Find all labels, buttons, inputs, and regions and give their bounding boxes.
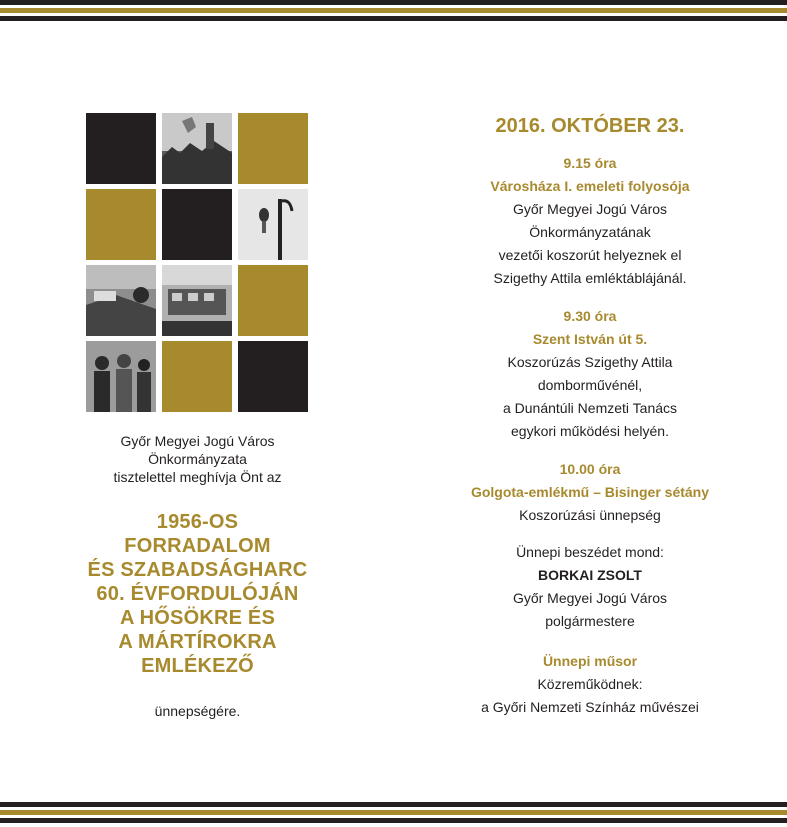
- program-line: Koszorúzási ünnepség: [519, 507, 661, 523]
- headline-line: ÉS SZABADSÁGHARC: [87, 559, 308, 581]
- mosaic-tile-dark: [238, 341, 308, 412]
- headline-line: EMLÉKEZŐ: [141, 655, 254, 677]
- mosaic-photo-street: [86, 265, 156, 336]
- program-speech: [440, 541, 740, 633]
- program-item-2: [440, 305, 740, 443]
- mosaic-tile-gold: [86, 189, 156, 260]
- mosaic-tile-gold: [162, 341, 232, 412]
- mosaic-tile-dark: [162, 189, 232, 260]
- headline-line: FORRADALOM: [124, 535, 271, 557]
- program-time: 10.00 óra: [559, 461, 621, 477]
- program-line: Közreműködnek:: [537, 676, 643, 692]
- invitation-text: [60, 432, 335, 486]
- bottom-border: [0, 802, 787, 823]
- bottom-border-dark-stripe-2: [0, 818, 787, 823]
- invitation-line: Önkormányzata: [148, 451, 247, 467]
- closing-text: ünnepségére.: [154, 703, 241, 719]
- program-place: Golgota-emlékmű – Bisinger sétány: [470, 484, 710, 500]
- mosaic-photo-lamppost: [238, 189, 308, 260]
- program-line: egykori működési helyén.: [511, 423, 669, 439]
- mosaic-tile-gold: [238, 113, 308, 184]
- invitation-line: Győr Megyei Jogú Város: [120, 433, 275, 449]
- program-line: a Győri Nemzeti Színház művészei: [481, 699, 699, 715]
- headline-line: 1956-OS: [156, 511, 239, 533]
- mosaic-tile-dark: [86, 113, 156, 184]
- program-line: Önkormányzatának: [529, 224, 651, 240]
- program-line: Győr Megyei Jogú Város: [512, 590, 668, 606]
- top-border-dark-stripe-2: [0, 16, 787, 21]
- program-time: 9.15 óra: [563, 155, 617, 171]
- mosaic-tile-gold: [238, 265, 308, 336]
- program-line: polgármestere: [545, 613, 635, 629]
- program-time: 9.30 óra: [563, 308, 617, 324]
- program-line: Győr Megyei Jogú Város: [512, 201, 668, 217]
- mosaic-photo-tram: [162, 265, 232, 336]
- headline-line: 60. ÉVFORDULÓJÁN: [96, 583, 299, 605]
- program-line: vezetői koszorút helyeznek el: [498, 247, 682, 263]
- speaker-name: BORKAI ZSOLT: [538, 567, 642, 583]
- program-place: Szent István út 5.: [532, 331, 648, 347]
- headline-line: A HŐSÖKRE ÉS: [119, 607, 276, 629]
- program-item-3: [440, 458, 740, 527]
- mosaic-photo-crowd: [162, 113, 232, 184]
- show-title: Ünnepi műsor: [542, 653, 638, 669]
- program-item-1: [440, 152, 740, 290]
- event-headline: [60, 510, 335, 678]
- program-line: a Dunántúli Nemzeti Tanács: [502, 400, 678, 416]
- program-place: Városháza I. emeleti folyosója: [490, 178, 690, 194]
- program-show: [440, 650, 740, 719]
- headline-line: A MÁRTÍROKRA: [118, 631, 277, 653]
- program-line: Koszorúzás Szigethy Attila: [507, 354, 673, 370]
- invitation-line: tisztelettel meghívja Önt az: [113, 469, 282, 485]
- mosaic-photo-people: [86, 341, 156, 412]
- event-date: 2016. OKTÓBER 23.: [495, 115, 685, 137]
- program-line: Szigethy Attila emléktáblájánál.: [493, 270, 687, 286]
- top-border: [0, 0, 787, 21]
- speech-intro: Ünnepi beszédet mond:: [516, 544, 664, 560]
- photo-mosaic: [86, 113, 308, 412]
- program-line: domborművénél,: [537, 377, 643, 393]
